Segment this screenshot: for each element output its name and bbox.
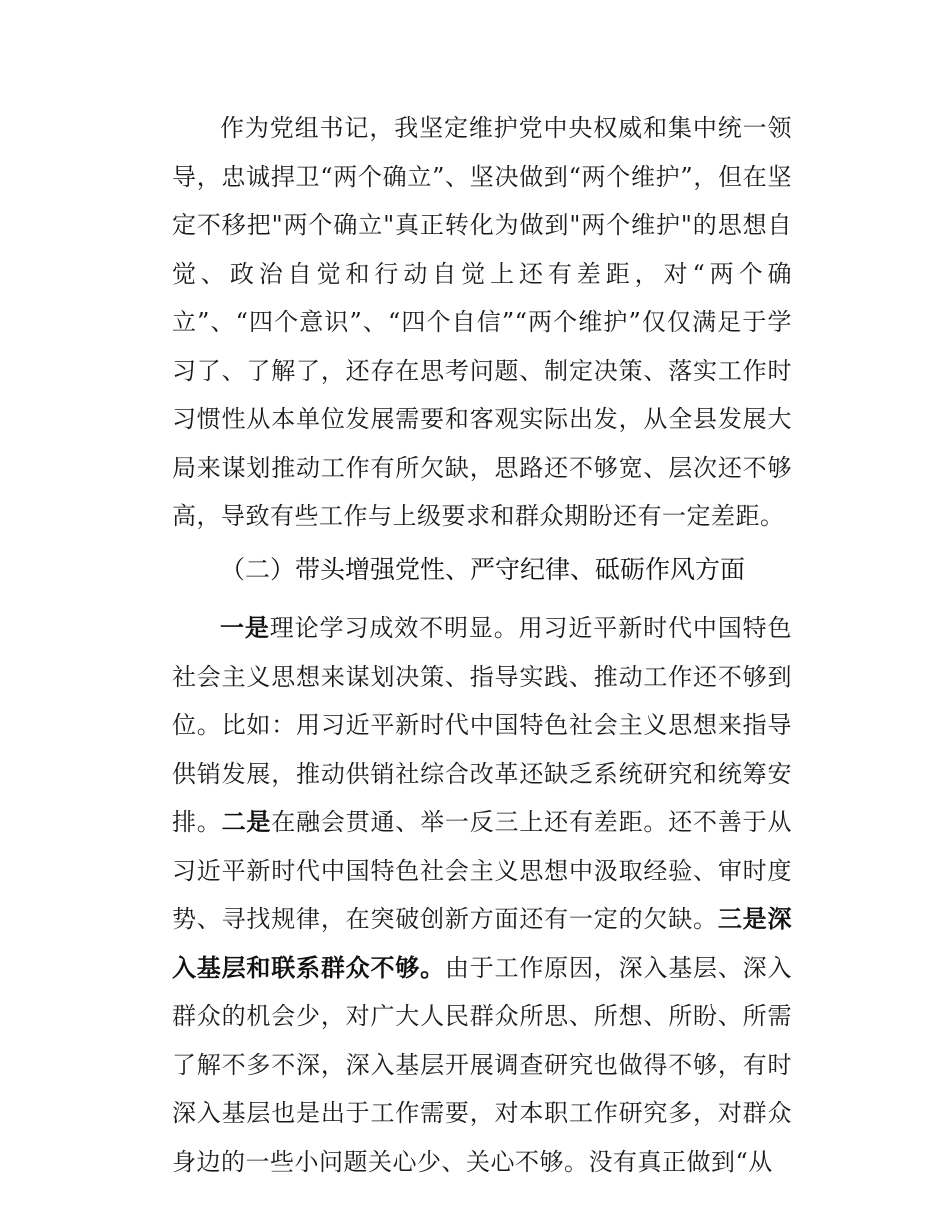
paragraph-party-discipline: [172, 604, 792, 1186]
point-three-lead: 三是深入基层和联系群众不够。: [172, 905, 792, 982]
point-one-text: 理论学习成效不明显。用习近平新时代中国特色社会主义思想来谋划决策、指导实践、推动工作还不够到位。比如：用习近平新时代中国特色社会主义思想来指导供销发展，推动供销社综合改革还缺乏系统研究和统筹安排。: [172, 614, 793, 836]
section-heading-2: （二）带头增强党性、严守纪律、砥砺作风方面: [220, 555, 746, 584]
point-one-lead: 一是: [220, 614, 270, 642]
point-three-text: 由于工作原因，深入基层、深入群众的机会少，对广大人民群众所思、所想、所盼、所需了解不多不深，深入基层开展调查研究也做得不够，有时深入基层也是出于工作需要，对本职工作研究多，对群众身边的一些小问题关心少、关心不够。没有真正做到“从: [172, 953, 792, 1176]
paragraph-party-leadership: 作为党组书记，我坚定维护党中央权威和集中统一领导，忠诚捍卫“两个确立”、坚决做到“两个维护”，但在坚定不移把"两个确立"真正转化为做到"两个维护"的思想自觉、政治自觉和行动自觉上还有差距，对“两个确立”、“四个意识”、“四个自信”“两个维护”仅仅满足于学习了、了解了，还存在思考问题、制定决策、落实工作时习惯性从本单位发展需要和客观实际出发，从全县发展大局来谋划推动工作有所欠缺，思路还不够宽、层次还不够高，导致有些工作与上级要求和群众期盼还有一定差距。: [172, 114, 792, 530]
point-two-lead: 二是: [221, 808, 272, 836]
point-two-text: 在融会贯通、举一反三上还有差距。还不善于从习近平新时代中国特色社会主义思想中汲取经验、审时度势、寻找规律，在突破创新方面还有一定的欠缺。: [172, 808, 792, 933]
